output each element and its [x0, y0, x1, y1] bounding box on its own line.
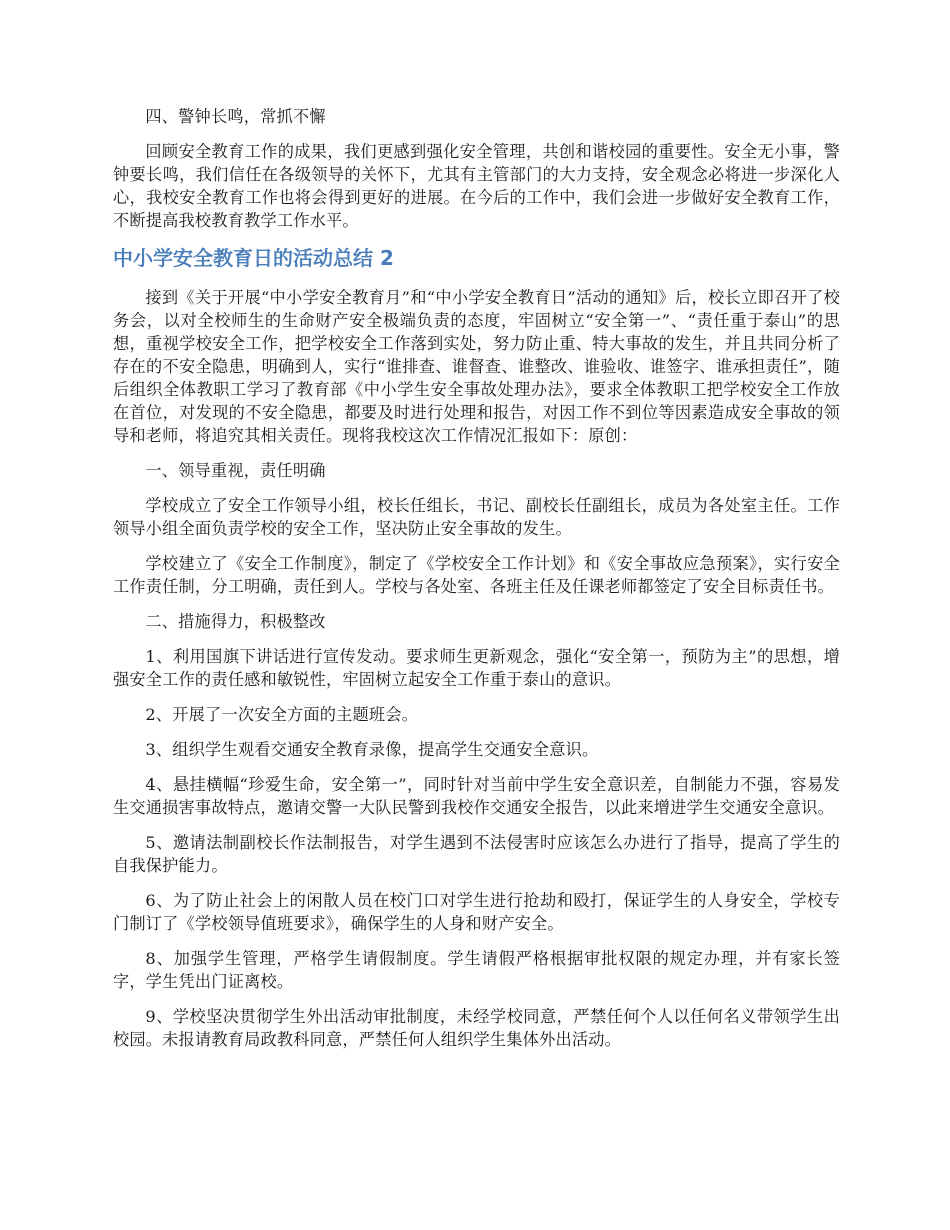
list-item-1: 1、利用国旗下讲话进行宣传发动。要求师生更新观念，强化“安全第一，预防为主”的思想，增强安全工作的责任感和敏锐性，牢固树立起安全工作重于泰山的意识。 [113, 647, 840, 689]
list-item-8: 8、加强学生管理，严格学生请假制度。学生请假严格根据审批权限的规定办理，并有家长签字，学生凭出门证离校。 [113, 949, 840, 991]
section-heading-2: 二、措施得力，积极整改 [145, 612, 326, 631]
list-item-5: 5、邀请法制副校长作法制报告，对学生遇到不法侵害时应该怎么办进行了指导，提高了学生的自我保护能力。 [113, 833, 840, 875]
paragraph-review: 回顾安全教育工作的成果，我们更感到强化安全管理，共创和谐校园的重要性。安全无小事，警钟要长鸣，我们信任在各级领导的关怀下，尤其有主管部门的大力支持，安全观念必将进一步深化人心，我校安全教育工作也将会得到更好的进展。在今后的工作中，我们会进一步做好安全教育工作，不断提高我校教育教学工作水平。 [113, 142, 840, 230]
section-heading-1: 一、领导重视，责任明确 [145, 461, 326, 480]
paragraph-intro: 接到《关于开展“中小学安全教育月”和“中小学安全教育日”活动的通知》后，校长立即召开了校务会，以对全校师生的生命财产安全极端负责的态度，牢固树立“安全第一”、“责任重于泰山”的思想，重视学校安全工作，把学校安全工作落到实处，努力防止重、特大事故的发生，并且共同分析了存在的不安全隐患，明确到人，实行“谁排查、谁督查、谁整改、谁验收、谁签字、谁承担责任”，随后组织全体教职工学习了教育部《中小学生安全事故处理办法》，要求全体教职工把学校安全工作放在首位，对发现的不安全隐患，都要及时进行处理和报告，对因工作不到位等因素造成安全事故的领导和老师，将追究其相关责任。现将我校这次工作情况汇报如下：原创： [113, 288, 840, 445]
article-title: 中小学安全教育日的活动总结 2 [113, 246, 394, 270]
list-item-6: 6、为了防止社会上的闲散人员在校门口对学生进行抢劫和殴打，保证学生的人身安全，学校专门制订了《学校领导值班要求》，确保学生的人身和财产安全。 [113, 891, 840, 933]
list-item-9: 9、学校坚决贯彻学生外出活动审批制度，未经学校同意，严禁任何个人以任何名义带领学生出校园。未报请教育局政教科同意，严禁任何人组织学生集体外出活动。 [113, 1007, 840, 1049]
list-item-2: 2、开展了一次安全方面的主题班会。 [145, 705, 419, 724]
list-item-3: 3、组织学生观看交通安全教育录像，提高学生交通安全意识。 [145, 740, 599, 759]
paragraph-safety-system: 学校建立了《安全工作制度》，制定了《学校安全工作计划》和《安全事故应急预案》，实行安全工作责任制，分工明确，责任到人。学校与各处室、各班主任及任课老师都签定了安全目标责任书。 [113, 554, 840, 596]
list-item-4: 4、悬挂横幅“珍爱生命，安全第一”，同时针对当前中学生安全意识差，自制能力不强，容易发生交通损害事故特点，邀请交警一大队民警到我校作交通安全报告，以此来增进学生交通安全意识。 [113, 775, 840, 817]
paragraph-leadership-group: 学校成立了安全工作领导小组，校长任组长，书记、副校长任副组长，成员为各处室主任。工作领导小组全面负责学校的安全工作，坚决防止安全事故的发生。 [113, 496, 840, 538]
section-heading-4: 四、警钟长鸣，常抓不懈 [145, 107, 326, 126]
document-page [113, 105, 840, 1063]
